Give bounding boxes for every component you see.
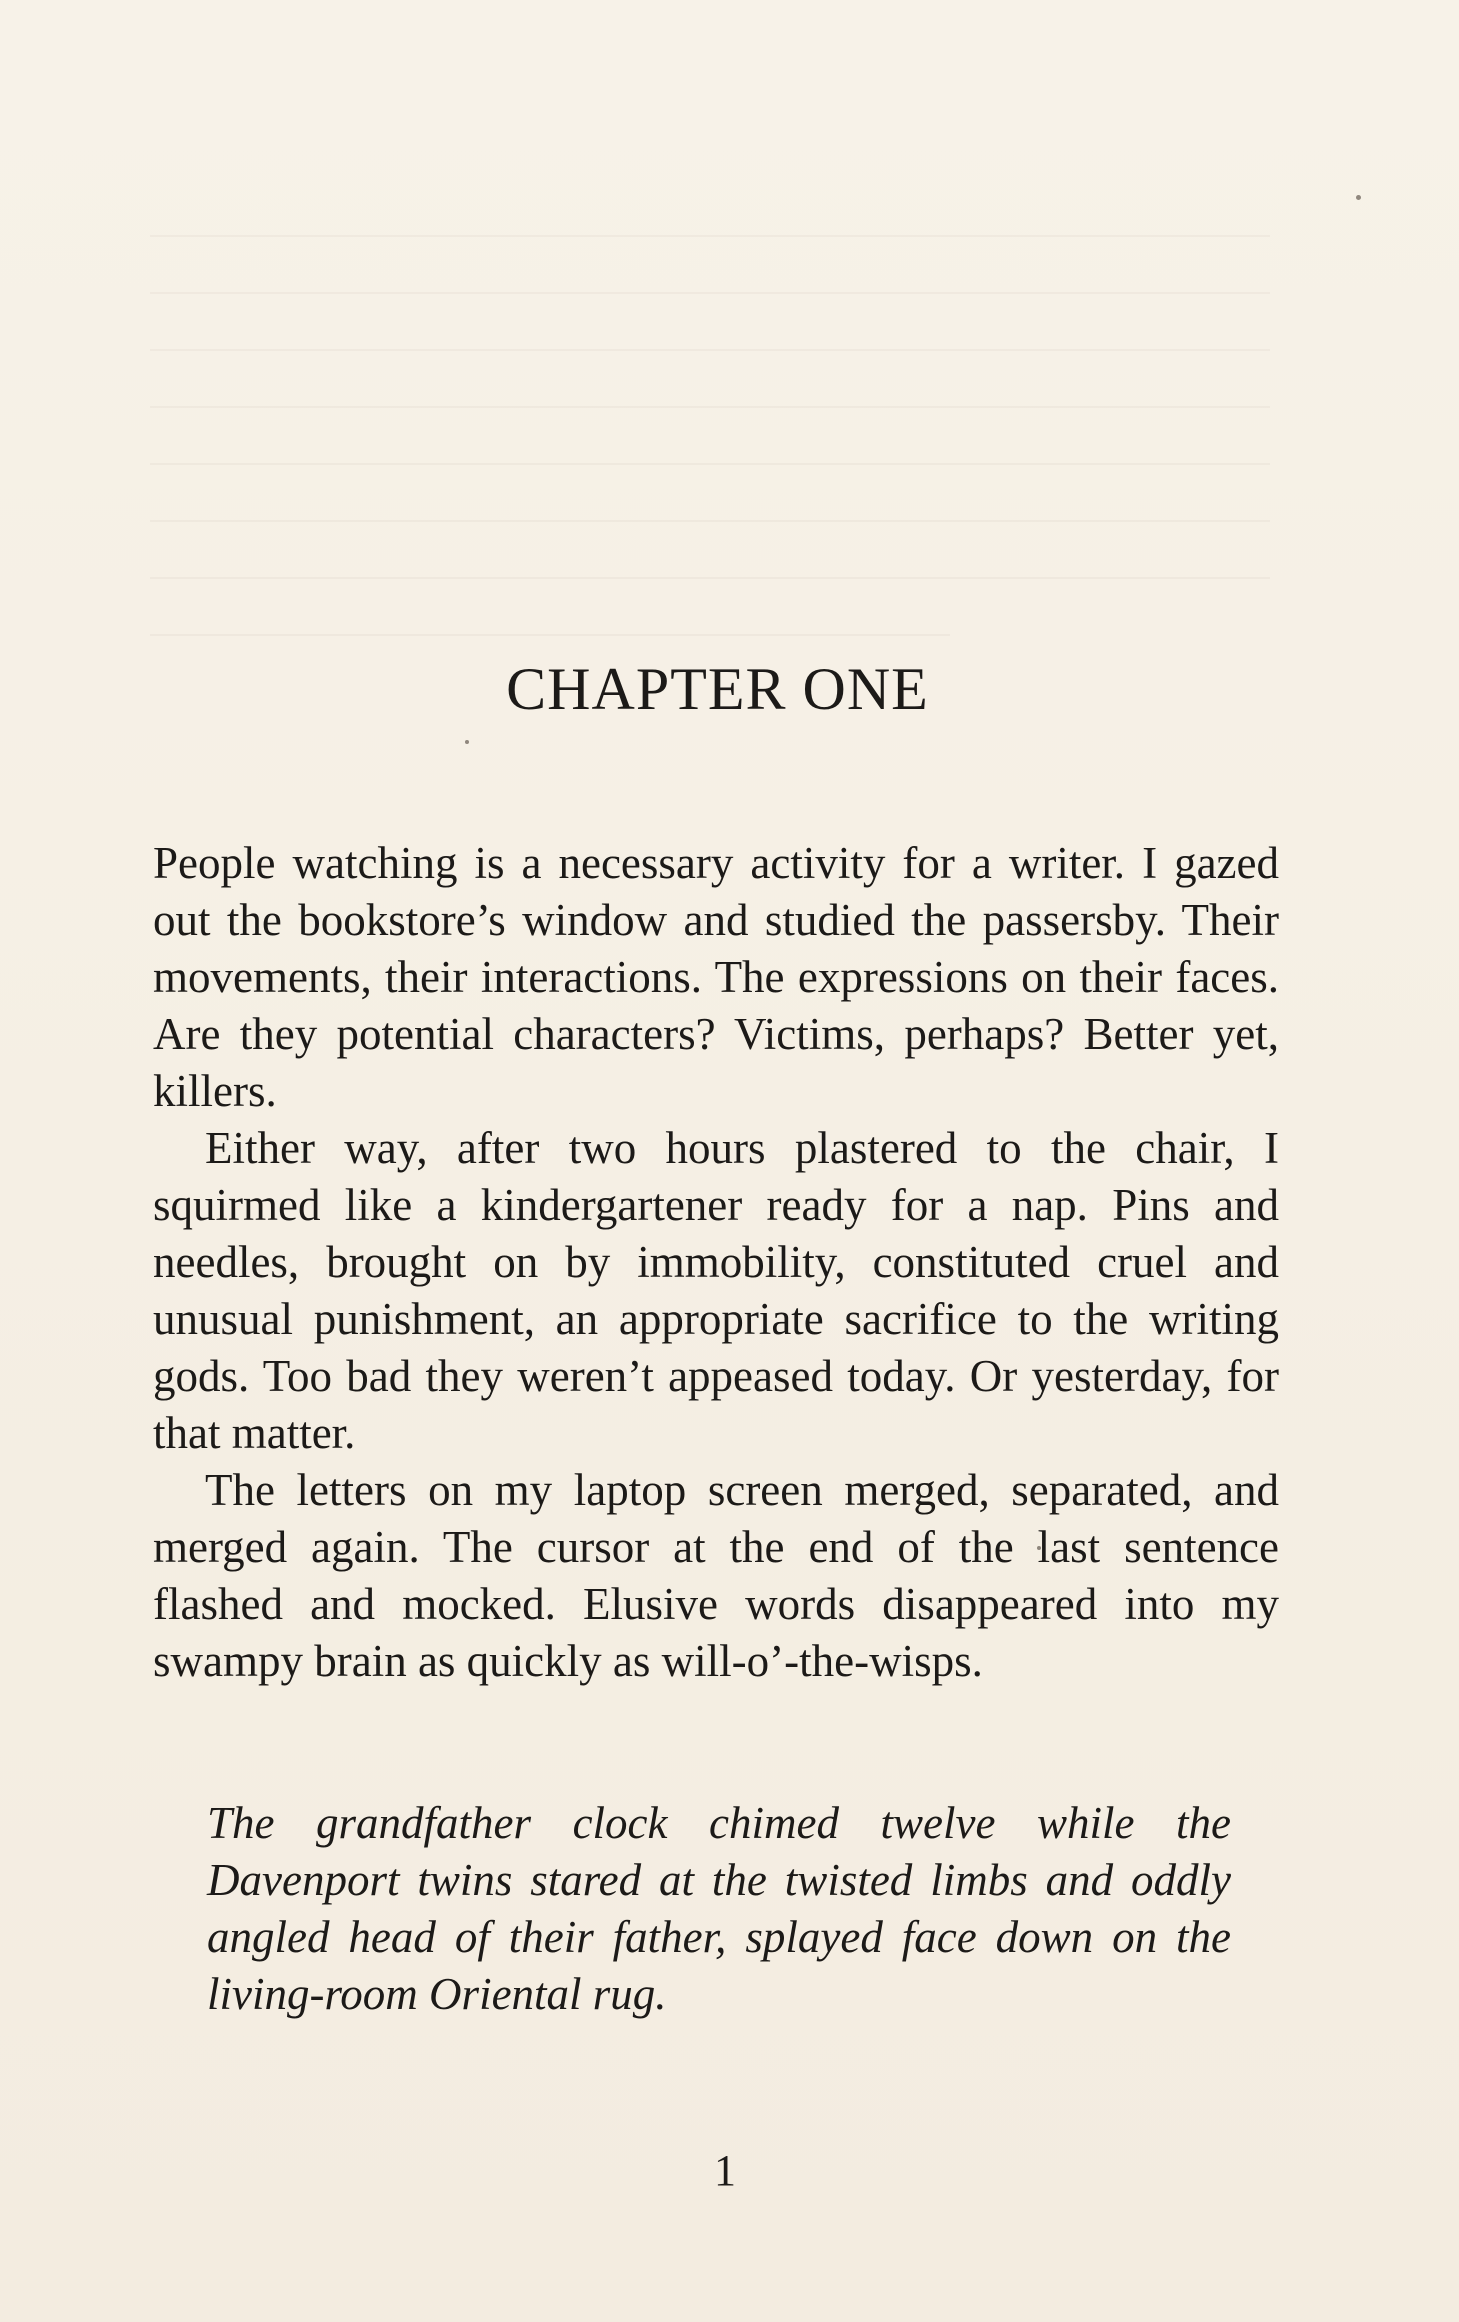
manuscript-excerpt: The grandfather clock chimed twelve while the Davenport twins stared at the twisted limbs and oddly angled head of their father, splayed face down on the living-room Oriental rug. <box>207 1798 1231 2019</box>
show-through-line <box>150 406 1270 408</box>
show-through-line <box>150 463 1270 465</box>
page-number: 1 <box>714 2146 736 2195</box>
chapter-body <box>153 835 1279 1690</box>
show-through-line <box>150 292 1270 294</box>
show-through-line <box>150 577 1270 579</box>
show-through-line <box>150 349 1270 351</box>
paragraph: People watching is a necessary activity for a writer. I gazed out the bookstore’s window and studied the passersby. Their movements, their interactions. The expressions on their faces. Are they potential characters? Victims, perhaps? Better yet, killers. <box>153 838 1279 1116</box>
paper-speck <box>1356 195 1361 200</box>
paragraph: Either way, after two hours plastered to the chair, I squirmed like a kindergartener ready for a nap. Pins and needles, brought on by immobility, constituted cruel and unusual punishment, an appropriate sacrifice to the writing gods. Too bad they weren’t appeased today. Or yesterday, for that matter. <box>153 1123 1279 1458</box>
paragraph: The letters on my laptop screen merged, separated, and merged again. The cursor at the end of the last sentence flashed and mocked. Elusive words disappeared into my swampy brain as quickly as will-o’-the-wisps. <box>153 1465 1279 1686</box>
show-through-line <box>150 235 1270 237</box>
show-through-line <box>150 634 950 636</box>
show-through-line <box>150 520 1270 522</box>
paper-speck <box>465 740 469 744</box>
chapter-title: CHAPTER ONE <box>506 656 929 722</box>
